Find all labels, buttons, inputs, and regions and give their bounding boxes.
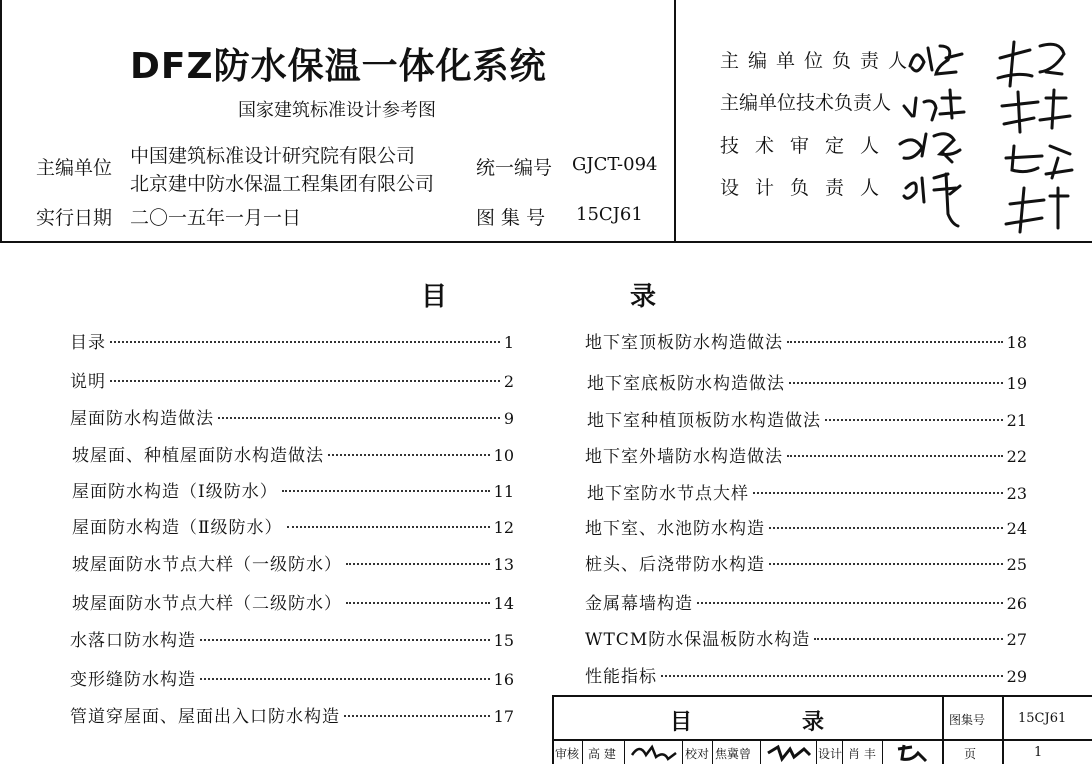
check-label: 校对: [685, 747, 710, 761]
toc-leader: [787, 341, 1003, 343]
check-signature: [764, 741, 814, 763]
toc-page: 12: [493, 518, 514, 537]
toc-left-row-11[interactable]: [70, 702, 514, 726]
toc-left-row-5[interactable]: [72, 477, 514, 501]
document-title: DFZ防水保温一体化系统: [130, 46, 547, 87]
toc-leader: [661, 675, 1003, 677]
toc-label: 坡屋面、种植屋面防水构造做法: [72, 446, 324, 466]
header-divider: [674, 0, 676, 242]
toc-label: 管道穿屋面、屋面出入口防水构造: [70, 707, 340, 727]
toc-leader: [769, 563, 1003, 565]
toc-right-row-8[interactable]: [585, 589, 1027, 613]
toc-right-row-1[interactable]: [585, 328, 1027, 352]
compiler-2: 北京建中防水保温工程集团有限公司: [130, 173, 435, 195]
toc-page: 11: [493, 482, 514, 501]
toc-label: 桩头、后浇带防水构造: [585, 555, 765, 575]
toc-leader: [110, 380, 500, 382]
left-border: [0, 0, 2, 242]
toc-page: 18: [1006, 333, 1027, 352]
toc-left-row-7[interactable]: [72, 550, 514, 574]
toc-right-row-10[interactable]: [585, 662, 1027, 686]
toc-heading-2: 录: [630, 282, 657, 312]
toc-label: 金属幕墙构造: [585, 594, 693, 614]
title-block-atlas-label: 图集号: [949, 713, 986, 727]
atlas-no: 15CJ61: [576, 204, 643, 225]
toc-leader: [328, 454, 490, 456]
toc-left-row-1[interactable]: [70, 328, 514, 352]
compiler-1: 中国建筑标准设计研究院有限公司: [130, 145, 416, 167]
review-signature: [628, 741, 680, 763]
toc-page: 17: [493, 707, 514, 726]
toc-label: 地下室、水池防水构造: [585, 519, 765, 539]
toc-label: 说明: [70, 372, 106, 392]
toc-left-row-10[interactable]: [70, 665, 514, 689]
design-head: 设计负责人: [720, 177, 896, 199]
toc-leader: [346, 563, 490, 565]
toc-label: 地下室种植顶板防水构造做法: [587, 411, 821, 431]
toc-leader: [200, 639, 490, 641]
toc-right-row-4[interactable]: [585, 442, 1027, 466]
toc-leader: [200, 678, 490, 680]
toc-left-row-6[interactable]: [72, 513, 514, 537]
toc-label: 屋面防水构造（Ⅱ级防水）: [72, 518, 283, 538]
toc-page: 29: [1006, 667, 1027, 686]
toc-left-row-4[interactable]: [72, 441, 514, 465]
toc-label: WTCM防水保温板防水构造: [585, 630, 811, 650]
toc-page: 15: [493, 631, 514, 650]
toc-page: 23: [1006, 484, 1027, 503]
toc-page: 19: [1006, 374, 1027, 393]
toc-label: 变形缝防水构造: [70, 670, 196, 690]
toc-page: 9: [503, 409, 514, 428]
unified-no: GJCT-094: [572, 154, 658, 175]
toc-right-row-7[interactable]: [585, 550, 1027, 574]
toc-label: 水落口防水构造: [70, 631, 196, 651]
toc-leader: [697, 602, 1003, 604]
toc-right-row-3[interactable]: [587, 406, 1027, 430]
title-block-name-1: 目: [670, 710, 693, 735]
design-signature: [892, 741, 940, 763]
toc-left-row-3[interactable]: [70, 404, 514, 428]
header-bottom-border: [0, 241, 1092, 243]
compiler-label: 主编单位: [36, 157, 113, 179]
toc-leader: [814, 638, 1002, 640]
title-block-name-2: 录: [802, 710, 825, 735]
toc-page: 22: [1006, 447, 1027, 466]
technical-approver: 技术审定人: [720, 135, 896, 157]
toc-page: 1: [503, 333, 514, 352]
toc-page: 26: [1006, 594, 1027, 613]
toc-label: 屋面防水构造（Ⅰ级防水）: [72, 482, 278, 502]
design-label: 设计: [818, 747, 843, 761]
toc-right-row-2[interactable]: [587, 369, 1027, 393]
title-block: [552, 695, 1092, 764]
signature-group: [890, 28, 1090, 238]
toc-left-row-8[interactable]: [72, 589, 514, 613]
toc-left-row-9[interactable]: [70, 626, 514, 650]
toc-leader: [825, 419, 1003, 421]
toc-page: 14: [493, 594, 514, 613]
page-value: 1: [1034, 745, 1043, 760]
toc-label: 地下室防水节点大样: [587, 484, 749, 504]
toc-leader: [753, 492, 1003, 494]
toc-page: 24: [1006, 519, 1027, 538]
page-label: 页: [964, 747, 977, 761]
toc-page: 25: [1006, 555, 1027, 574]
toc-right-row-5[interactable]: [587, 479, 1027, 503]
responsible-tech-head: 主编单位技术负责人: [720, 92, 892, 114]
toc-left-row-2[interactable]: [70, 367, 514, 391]
toc-leader: [218, 417, 500, 419]
toc-right-row-9[interactable]: [585, 625, 1027, 649]
unified-no-label: 统一编号: [476, 157, 553, 179]
toc-leader: [789, 382, 1003, 384]
atlas-no-label: 图 集 号: [476, 207, 546, 229]
toc-leader: [110, 341, 500, 343]
design-name: 肖 丰: [848, 747, 876, 761]
review-name: 高 建: [588, 747, 616, 761]
toc-page: 13: [493, 555, 514, 574]
date-label: 实行日期: [36, 207, 113, 229]
toc-page: 16: [493, 670, 514, 689]
responsible-unit-head: 主编单位负责人: [720, 50, 917, 72]
toc-page: 10: [493, 446, 514, 465]
title-block-atlas-value: 15CJ61: [1018, 711, 1067, 726]
toc-leader: [787, 455, 1003, 457]
review-label: 审核: [555, 747, 580, 761]
toc-label: 屋面防水构造做法: [70, 409, 214, 429]
toc-page: 27: [1006, 630, 1027, 649]
toc-label: 地下室顶板防水构造做法: [585, 333, 783, 353]
toc-leader: [769, 527, 1003, 529]
toc-label: 地下室外墙防水构造做法: [585, 447, 783, 467]
check-name: 焦冀曾: [715, 747, 752, 761]
toc-right-row-6[interactable]: [585, 514, 1027, 538]
toc-label: 性能指标: [585, 667, 657, 687]
toc-leader: [344, 715, 490, 717]
date-value: 二〇一五年一月一日: [130, 207, 302, 229]
document-subtitle: 国家建筑标准设计参考图: [238, 100, 436, 121]
toc-label: 坡屋面防水节点大样（二级防水）: [72, 594, 342, 614]
toc-label: 坡屋面防水节点大样（一级防水）: [72, 555, 342, 575]
toc-leader: [346, 602, 490, 604]
toc-heading-1: 目: [421, 282, 448, 312]
toc-label: 目录: [70, 333, 106, 353]
toc-page: 21: [1006, 411, 1027, 430]
toc-page: 2: [503, 372, 514, 391]
toc-leader: [282, 490, 490, 492]
toc-leader: [287, 526, 490, 528]
toc-label: 地下室底板防水构造做法: [587, 374, 785, 394]
